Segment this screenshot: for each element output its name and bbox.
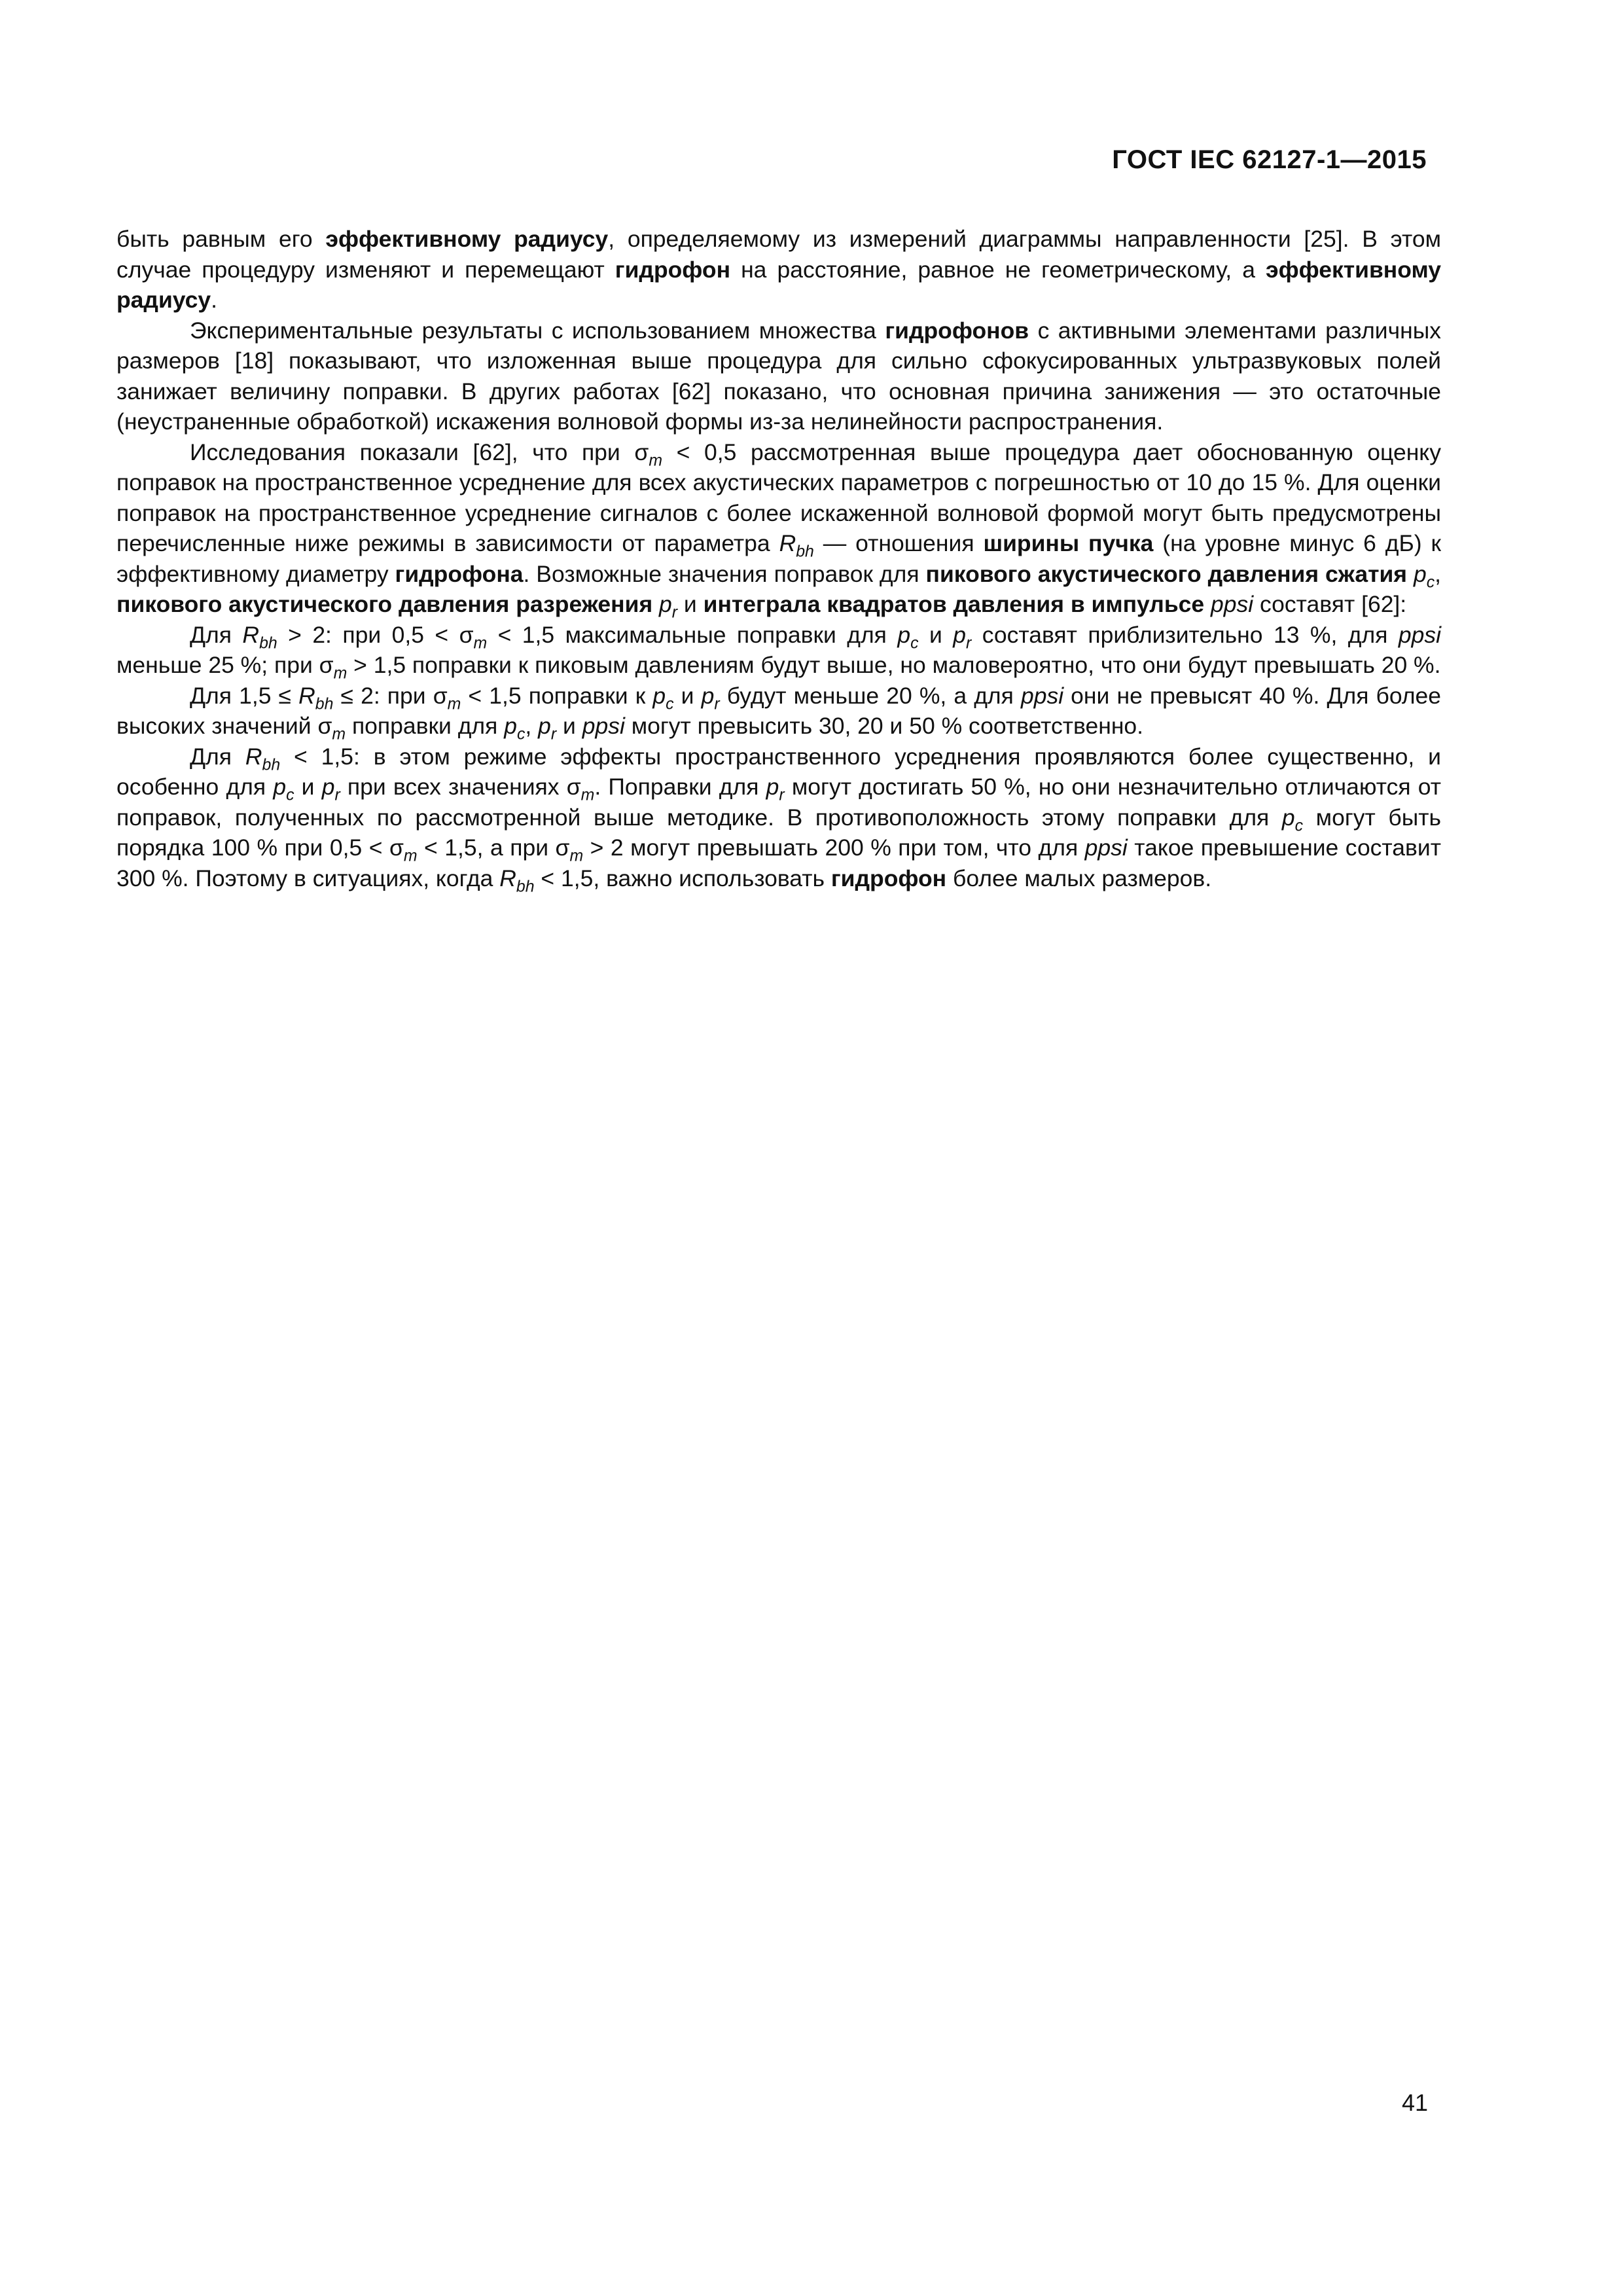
text-run: > 2 могут превышать 200 % при том, что для bbox=[583, 834, 1085, 861]
math-subscript: bh bbox=[796, 543, 814, 561]
text-run: меньше 25 %; при σ bbox=[116, 652, 334, 678]
math-subscript: bh bbox=[259, 634, 277, 653]
text-run bbox=[652, 591, 659, 617]
text-run: будут меньше 20 %, а для bbox=[719, 682, 1021, 709]
math-symbol: p bbox=[766, 774, 779, 800]
math-subscript: c bbox=[1294, 817, 1304, 835]
math-symbol: ppsi bbox=[1020, 682, 1064, 709]
math-symbol: R bbox=[242, 621, 260, 648]
math-symbol: ppsi bbox=[1398, 621, 1441, 648]
text-run: > 2: при 0,5 < σ bbox=[277, 621, 474, 648]
text-run: Для bbox=[190, 621, 243, 648]
text-run bbox=[1204, 591, 1211, 617]
math-symbol: p bbox=[1281, 804, 1295, 831]
text-run: поправки для bbox=[346, 713, 505, 739]
text-run: Исследования показали [62], что при σ bbox=[190, 439, 649, 465]
text-run: быть равным его bbox=[116, 226, 326, 252]
text-run: ≤ 2: при σ bbox=[333, 682, 448, 709]
math-subscript: r bbox=[966, 634, 972, 653]
math-subscript: c bbox=[910, 634, 919, 653]
text-run: . Поправки для bbox=[594, 774, 766, 800]
math-subscript: c bbox=[516, 725, 526, 744]
text-run: Для bbox=[190, 743, 245, 770]
text-run: составят приблизительно 13 %, для bbox=[971, 621, 1399, 648]
text-run: при всех значениях σ bbox=[340, 774, 581, 800]
math-subscript: m bbox=[569, 847, 584, 865]
math-symbol: R bbox=[245, 743, 262, 770]
bold-term: гидрофон bbox=[615, 256, 731, 283]
math-subscript: r bbox=[714, 695, 720, 713]
text-run: > 1,5 поправки к пиковым давлениям будут выше, но маловероятно, что они будут превышать 20 %. bbox=[347, 652, 1441, 678]
text-run: < 1,5: в этом режиме эффекты пространственного усреднения проявляются более существенно, и особенно для bbox=[116, 743, 1441, 800]
standard-designation: ГОСТ IEC 62127-1—2015 bbox=[1112, 145, 1427, 174]
paragraph bbox=[116, 681, 1441, 742]
math-subscript: m bbox=[403, 847, 418, 865]
text-run: и bbox=[677, 591, 704, 617]
math-subscript: m bbox=[447, 695, 461, 713]
math-subscript: m bbox=[649, 452, 663, 470]
math-subscript: r bbox=[334, 786, 340, 804]
math-subscript: m bbox=[473, 634, 488, 653]
text-run: такое превышение составит 300 %. Поэтому в ситуациях, когда bbox=[116, 834, 1441, 891]
text-run: < 0,5 рассмотренная выше процедура дает обоснованную оценку поправок на пространственное усреднение для всех акустических параметров с погрешностью от 10 до 15 %. Для оценки поправок на пространственное усреднение сигналов с более искаженной волновой формой могут быть предусмотрены перечисленные ниже режимы в зависимости от параметра bbox=[116, 439, 1441, 556]
math-symbol: ppsi bbox=[582, 713, 625, 739]
math-subscript: m bbox=[580, 786, 595, 804]
paragraph bbox=[116, 620, 1441, 681]
math-symbol: p bbox=[504, 713, 517, 739]
math-subscript: c bbox=[666, 695, 674, 713]
text-run: , bbox=[525, 713, 539, 739]
math-symbol: p bbox=[273, 774, 287, 800]
math-subscript: c bbox=[1426, 573, 1435, 592]
text-run: на расстояние, равное не геометрическому, а bbox=[730, 256, 1266, 283]
text-run: могут достигать 50 %, но они незначительно отличаются от поправок, полученных по рассмотренной выше методике. В противоположность этому поправки для bbox=[116, 774, 1441, 831]
paragraph bbox=[116, 315, 1441, 437]
page-number: 41 bbox=[1401, 2089, 1428, 2116]
math-symbol: p bbox=[953, 621, 966, 648]
math-symbol: p bbox=[897, 621, 911, 648]
math-symbol: p bbox=[659, 591, 672, 617]
text-run: с активными элементами различных размеров [18] показывают, что изложенная выше процедура для сильно сфокусированных ультразвуковых полей занижает величину поправки. В других работах [62] показано, что основная причина занижения — это остаточные (неустраненные обработкой) искажения волновой формы из-за нелинейности распространения. bbox=[116, 317, 1441, 435]
bold-term: гидрофонов bbox=[885, 317, 1029, 344]
text-run: , bbox=[1435, 560, 1441, 587]
bold-term: эффективному радиусу bbox=[116, 256, 1441, 313]
text-run: составят [62]: bbox=[1253, 591, 1407, 617]
math-symbol: p bbox=[321, 774, 335, 800]
math-subscript: r bbox=[550, 725, 557, 744]
bold-term: интеграла квадратов давления в импульсе bbox=[703, 591, 1205, 617]
text-run: и bbox=[673, 682, 702, 709]
math-symbol: R bbox=[779, 530, 796, 556]
math-subscript: bh bbox=[516, 878, 535, 896]
body-text bbox=[116, 224, 1442, 896]
math-symbol: p bbox=[701, 682, 715, 709]
text-run: и bbox=[918, 621, 954, 648]
text-run: . bbox=[211, 287, 218, 313]
math-subscript: r bbox=[779, 786, 785, 804]
text-run: Экспериментальные результаты с использованием множества bbox=[190, 317, 885, 344]
text-run: и bbox=[556, 713, 582, 739]
math-subscript: bh bbox=[262, 756, 281, 774]
bold-term: гидрофона bbox=[395, 560, 524, 587]
math-symbol: p bbox=[538, 713, 551, 739]
text-run: они не превысят 40 %. Для более высоких значений σ bbox=[116, 682, 1442, 739]
math-subscript: c bbox=[286, 786, 294, 804]
text-run: < 1,5, а при σ bbox=[417, 834, 570, 861]
math-symbol: R bbox=[298, 682, 315, 709]
bold-term: гидрофон bbox=[830, 865, 947, 891]
bold-term: пикового акустического давления сжатия bbox=[925, 560, 1407, 587]
text-run: , определяемому из измерений диаграммы направленности [25]. В этом случае процедуру изменяют и перемещают bbox=[116, 226, 1441, 283]
text-run: могут превысить 30, 20 и 50 % соответственно. bbox=[624, 713, 1144, 739]
paragraph bbox=[116, 742, 1441, 894]
math-symbol: p bbox=[1413, 560, 1427, 587]
paragraph bbox=[116, 437, 1441, 620]
math-symbol: ppsi bbox=[1211, 591, 1254, 617]
math-subscript: m bbox=[333, 664, 348, 683]
math-subscript: r bbox=[671, 603, 678, 622]
math-subscript: m bbox=[332, 725, 346, 744]
text-run: < 1,5, важно использовать bbox=[534, 865, 831, 891]
text-run bbox=[1407, 561, 1414, 587]
paragraph bbox=[116, 224, 1441, 315]
bold-term: пикового акустического давления разрежения bbox=[116, 591, 653, 617]
text-run: Для 1,5 ≤ bbox=[190, 682, 299, 709]
bold-term: эффективному радиусу bbox=[325, 226, 609, 252]
math-symbol: R bbox=[499, 865, 516, 891]
bold-term: ширины пучка bbox=[983, 530, 1154, 556]
text-run: могут быть порядка 100 % при 0,5 < σ bbox=[116, 804, 1441, 861]
text-run: < 1,5 поправки к bbox=[461, 682, 653, 709]
math-symbol: ppsi bbox=[1084, 834, 1128, 861]
text-run: более малых размеров. bbox=[946, 865, 1212, 891]
text-run: . Возможные значения поправок для bbox=[523, 560, 926, 587]
text-run: < 1,5 максимальные поправки для bbox=[487, 621, 898, 648]
text-run: — отношения bbox=[813, 530, 984, 556]
document-header bbox=[1112, 145, 1427, 175]
math-subscript: bh bbox=[315, 695, 334, 713]
math-symbol: p bbox=[652, 682, 666, 709]
text-run: (на уровне минус 6 дБ) к эффективному диаметру bbox=[116, 530, 1441, 587]
text-run: и bbox=[294, 774, 322, 800]
